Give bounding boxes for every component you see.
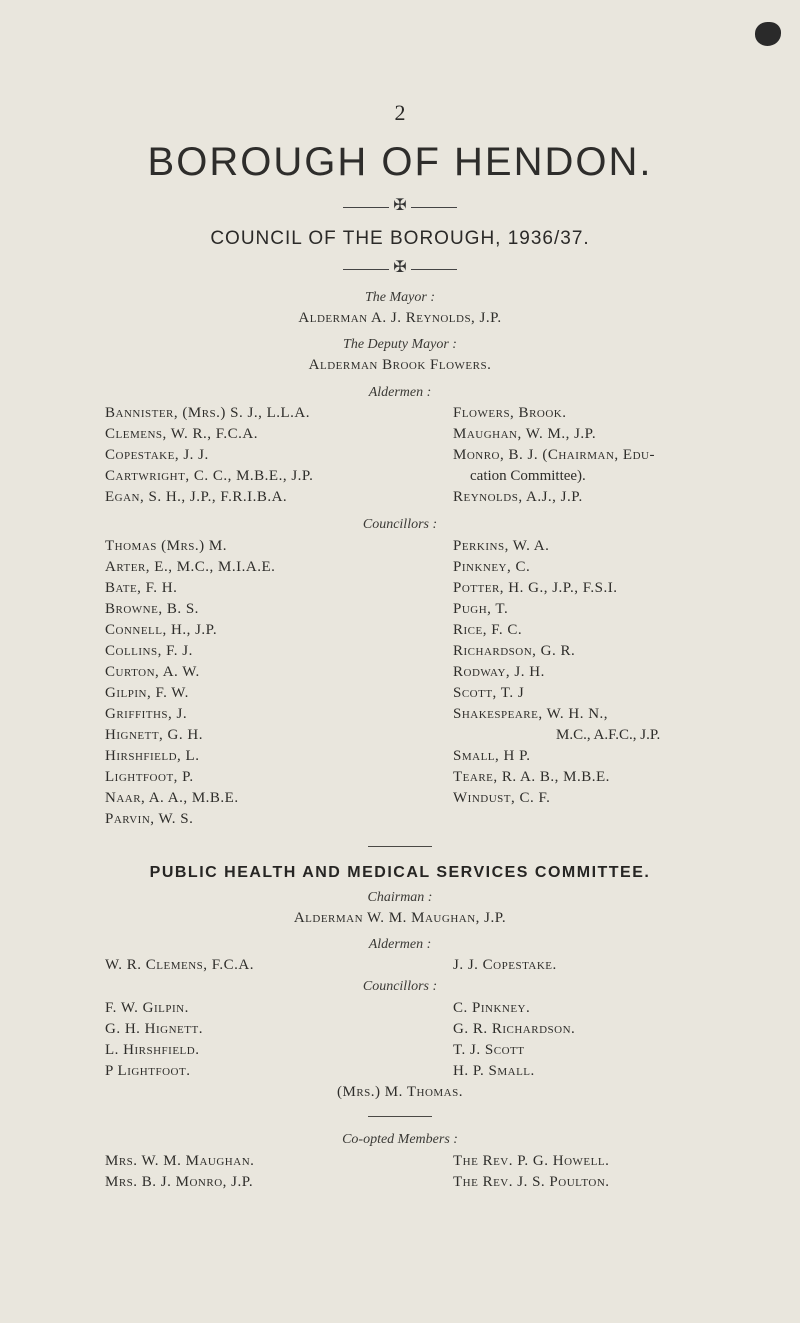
cross-ornament-2 xyxy=(343,259,457,276)
chairman-name: Alderman W. M. Maughan, J.P. xyxy=(293,910,507,926)
councillor-entry: Scott, T. J xyxy=(453,685,525,701)
alderman-entry: Bannister, (Mrs.) S. J., L.L.A. xyxy=(105,405,311,421)
committee-councillor: G. H. Hignett. xyxy=(105,1021,203,1037)
committee-councillors-caption: Councillors : xyxy=(362,979,438,994)
committee-heading: PUBLIC HEALTH AND MEDICAL SERVICES COMMITTEE. xyxy=(149,864,651,881)
coopted-member: The Rev. P. G. Howell. xyxy=(453,1153,610,1169)
deputy-mayor-name: Alderman Brook Flowers. xyxy=(308,357,492,373)
councillor-entry: Griffiths, J. xyxy=(105,706,188,722)
committee-councillor: (Mrs.) M. Thomas. xyxy=(337,1084,463,1100)
ink-blot xyxy=(755,22,781,46)
councillor-entry: Naar, A. A., M.B.E. xyxy=(105,790,239,806)
councillor-entry: Perkins, W. A. xyxy=(453,538,550,554)
aldermen-caption: Aldermen : xyxy=(368,385,432,400)
councillor-entry: Rice, F. C. xyxy=(453,622,523,638)
alderman-entry: Copestake, J. J. xyxy=(105,447,209,463)
councillor-entry: Pugh, T. xyxy=(453,601,509,617)
coopted-member: Mrs. W. M. Maughan. xyxy=(105,1153,255,1169)
section-divider xyxy=(368,846,432,847)
alderman-entry: Clemens, W. R., F.C.A. xyxy=(105,426,258,442)
councillor-entry: Curton, A. W. xyxy=(105,664,200,680)
section-divider xyxy=(368,1116,432,1117)
chairman-caption: Chairman : xyxy=(367,890,433,905)
alderman-entry: Egan, S. H., J.P., F.R.I.B.A. xyxy=(105,489,288,505)
councillor-entry: Collins, F. J. xyxy=(105,643,193,659)
mayor-name: Alderman A. J. Reynolds, J.P. xyxy=(298,310,502,326)
alderman-entry: Reynolds, A.J., J.P. xyxy=(453,489,583,505)
committee-councillor: G. R. Richardson. xyxy=(453,1021,576,1037)
committee-councillor: H. P. Small. xyxy=(453,1063,535,1079)
councillor-entry: Small, H P. xyxy=(453,748,531,764)
councillor-entry-continued: M.C., A.F.C., J.P. xyxy=(556,727,661,743)
page-title: BOROUGH OF HENDON. xyxy=(147,140,653,184)
councillor-entry: Lightfoot, P. xyxy=(105,769,194,785)
councillor-entry: Pinkney, C. xyxy=(453,559,531,575)
cross-ornament-1 xyxy=(343,197,457,214)
councillor-entry: Rodway, J. H. xyxy=(453,664,545,680)
committee-councillor: T. J. Scott xyxy=(453,1042,525,1058)
alderman-entry-continued: cation Committee). xyxy=(470,468,586,484)
councillor-entry: Potter, H. G., J.P., F.S.I. xyxy=(453,580,618,596)
alderman-entry: Maughan, W. M., J.P. xyxy=(453,426,597,442)
committee-alderman: W. R. Clemens, F.C.A. xyxy=(105,957,255,973)
councillor-entry: Browne, B. S. xyxy=(105,601,199,617)
alderman-entry: Cartwright, C. C., M.B.E., J.P. xyxy=(105,468,314,484)
councillor-entry: Connell, H., J.P. xyxy=(105,622,218,638)
committee-aldermen-caption: Aldermen : xyxy=(368,937,432,952)
committee-councillor: L. Hirshfield. xyxy=(105,1042,200,1058)
cross-icon: ✠ xyxy=(393,259,407,276)
councillor-entry: Teare, R. A. B., M.B.E. xyxy=(453,769,610,785)
coopted-caption: Co-opted Members : xyxy=(342,1132,458,1147)
deputy-mayor-caption: The Deputy Mayor : xyxy=(343,337,457,352)
councillor-entry: Gilpin, F. W. xyxy=(105,685,189,701)
councillor-entry: Richardson, G. R. xyxy=(453,643,576,659)
councillor-entry: Windust, C. F. xyxy=(453,790,551,806)
coopted-member: The Rev. J. S. Poulton. xyxy=(453,1174,610,1190)
committee-councillor: P Lightfoot. xyxy=(105,1063,191,1079)
councillor-entry: Arter, E., M.C., M.I.A.E. xyxy=(105,559,276,575)
councillor-entry: Thomas (Mrs.) M. xyxy=(105,538,228,554)
committee-councillor: C. Pinkney. xyxy=(453,1000,531,1016)
mayor-caption: The Mayor : xyxy=(365,290,435,305)
committee-councillor: F. W. Gilpin. xyxy=(105,1000,189,1016)
alderman-entry: Monro, B. J. (Chairman, Edu- xyxy=(453,447,655,463)
committee-alderman: J. J. Copestake. xyxy=(453,957,557,973)
councillor-entry: Shakespeare, W. H. N., xyxy=(453,706,609,722)
councillors-caption: Councillors : xyxy=(362,517,438,532)
cross-icon: ✠ xyxy=(393,197,407,214)
councillor-entry: Hirshfield, L. xyxy=(105,748,200,764)
coopted-member: Mrs. B. J. Monro, J.P. xyxy=(105,1174,254,1190)
councillor-entry: Parvin, W. S. xyxy=(105,811,194,827)
councillor-entry: Hignett, G. H. xyxy=(105,727,203,743)
council-subtitle: COUNCIL OF THE BOROUGH, 1936/37. xyxy=(210,228,590,249)
councillor-entry: Bate, F. H. xyxy=(105,580,178,596)
alderman-entry: Flowers, Brook. xyxy=(453,405,567,421)
page-number: 2 xyxy=(394,100,406,125)
